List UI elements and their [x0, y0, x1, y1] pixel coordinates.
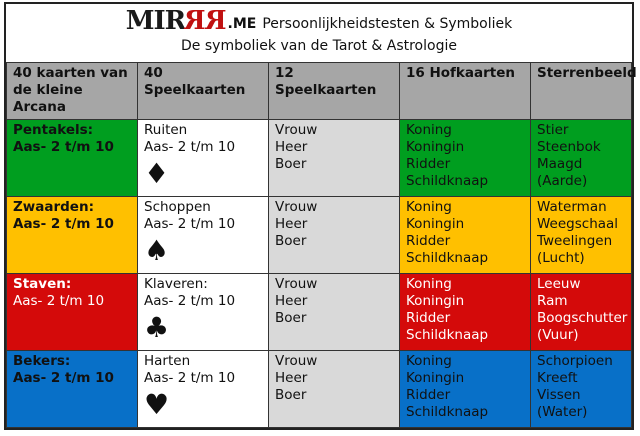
arcana-suit: Staven:	[13, 276, 72, 292]
arcana-cell	[7, 197, 138, 274]
court-card: Koningin	[406, 370, 465, 386]
zodiac-sign: Stier	[537, 122, 569, 138]
sterrenbeeld-cell	[531, 120, 632, 197]
court-card: Schildknaap	[406, 404, 489, 420]
column-header-sterrenbeeld: Sterrenbeeld	[531, 63, 632, 120]
document-frame	[4, 2, 637, 430]
arcana-suit: Pentakels:	[13, 122, 94, 138]
sterrenbeeld-cell	[531, 197, 632, 274]
arcana-cell	[7, 274, 138, 351]
sterrenbeeld-cell	[531, 274, 632, 351]
arcana-range: Aas- 2 t/m 10	[13, 139, 114, 155]
speelkaarten-cell	[269, 120, 400, 197]
suit-cell	[138, 351, 269, 428]
column-header-40-speelkaarten: 40 Speelkaarten	[138, 63, 269, 120]
court-card: Koningin	[406, 293, 465, 309]
heart-icon: ♥	[144, 388, 170, 421]
column-header-arcana: 40 kaarten van de kleine Arcana	[7, 63, 138, 120]
brand-line	[6, 8, 632, 34]
court-card: Koning	[406, 199, 452, 215]
hofkaarten-cell	[400, 197, 531, 274]
zodiac-sign: Vissen	[537, 387, 581, 403]
spade-icon: ♠	[144, 234, 170, 267]
zodiac-sign: Weegschaal	[537, 216, 619, 232]
suit-range: Aas- 2 t/m 10	[144, 293, 236, 309]
zodiac-sign: Schorpioen	[537, 353, 613, 369]
court-card: Koningin	[406, 139, 465, 155]
court-card: Koningin	[406, 216, 465, 232]
arcana-range: Aas- 2 t/m 10	[13, 216, 114, 232]
logo-suffix: .ME	[227, 16, 257, 32]
arcana-cell	[7, 120, 138, 197]
card-rank: Heer	[275, 216, 308, 232]
table-row-zwaarden	[7, 197, 632, 274]
hofkaarten-cell	[400, 351, 531, 428]
suit-name: Schoppen	[144, 199, 211, 215]
arcana-suit: Zwaarden:	[13, 199, 94, 215]
mirrar-logo: MIRRR	[125, 6, 227, 36]
arcana-suit: Bekers:	[13, 353, 71, 369]
diamond-icon: ♦	[144, 157, 170, 190]
arcana-range: Aas- 2 t/m 10	[13, 293, 105, 309]
zodiac-sign: Tweelingen	[537, 233, 613, 249]
zodiac-sign: Steenbok	[537, 139, 601, 155]
court-card: Ridder	[406, 233, 451, 249]
court-card: Schildknaap	[406, 173, 489, 189]
hofkaarten-cell	[400, 274, 531, 351]
court-card: Schildknaap	[406, 327, 489, 343]
column-header-12-speelkaarten: 12 Speelkaarten	[269, 63, 400, 120]
card-rank: Vrouw	[275, 122, 318, 138]
suit-name: Ruiten	[144, 122, 188, 138]
card-rank: Boer	[275, 310, 307, 326]
card-rank: Vrouw	[275, 199, 318, 215]
card-rank: Heer	[275, 370, 308, 386]
suit-range: Aas- 2 t/m 10	[144, 216, 236, 232]
zodiac-sign: Kreeft	[537, 370, 578, 386]
arcana-cell	[7, 351, 138, 428]
sterrenbeeld-cell	[531, 351, 632, 428]
speelkaarten-cell	[269, 351, 400, 428]
suit-cell	[138, 274, 269, 351]
table-row-pentakels	[7, 120, 632, 197]
court-card: Koning	[406, 276, 452, 292]
suit-name: Klaveren:	[144, 276, 208, 292]
court-card: Koning	[406, 353, 452, 369]
table-header-row	[7, 63, 632, 120]
card-rank: Boer	[275, 156, 307, 172]
zodiac-sign: Leeuw	[537, 276, 581, 292]
card-rank: Boer	[275, 233, 307, 249]
zodiac-sign: Ram	[537, 293, 568, 309]
suit-cell	[138, 197, 269, 274]
zodiac-sign: Waterman	[537, 199, 607, 215]
hofkaarten-cell	[400, 120, 531, 197]
table-row-bekers	[7, 351, 632, 428]
card-rank: Vrouw	[275, 276, 318, 292]
court-card: Schildknaap	[406, 250, 489, 266]
table-row-staven	[7, 274, 632, 351]
page-subtitle: De symboliek van de Tarot & Astrologie	[181, 38, 457, 54]
suit-range: Aas- 2 t/m 10	[144, 139, 236, 155]
arcana-range: Aas- 2 t/m 10	[13, 370, 114, 386]
suit-range: Aas- 2 t/m 10	[144, 370, 236, 386]
court-card: Ridder	[406, 387, 451, 403]
element-label: (Vuur)	[537, 327, 579, 343]
card-rank: Vrouw	[275, 353, 318, 369]
court-card: Ridder	[406, 156, 451, 172]
speelkaarten-cell	[269, 197, 400, 274]
zodiac-sign: Boogschutter	[537, 310, 628, 326]
column-header-hofkaarten: 16 Hofkaarten	[400, 63, 531, 120]
page-title: Persoonlijkheidstesten & Symboliek	[262, 16, 513, 32]
club-icon: ♣	[144, 311, 170, 344]
element-label: (Aarde)	[537, 173, 588, 189]
court-card: Ridder	[406, 310, 451, 326]
element-label: (Lucht)	[537, 250, 585, 266]
suit-name: Harten	[144, 353, 191, 369]
zodiac-sign: Maagd	[537, 156, 583, 172]
symbolism-table	[6, 62, 637, 428]
card-rank: Boer	[275, 387, 307, 403]
card-rank: Heer	[275, 139, 308, 155]
suit-cell	[138, 120, 269, 197]
speelkaarten-cell	[269, 274, 400, 351]
element-label: (Water)	[537, 404, 588, 420]
court-card: Koning	[406, 122, 452, 138]
header	[6, 4, 632, 62]
card-rank: Heer	[275, 293, 308, 309]
